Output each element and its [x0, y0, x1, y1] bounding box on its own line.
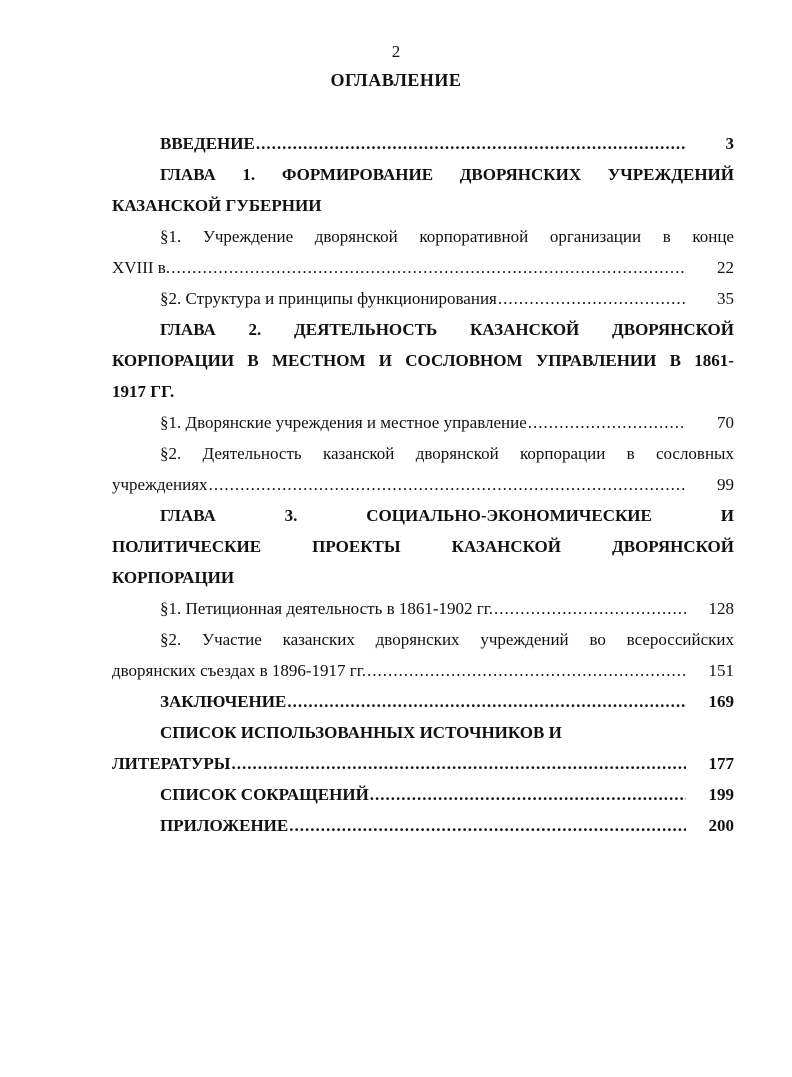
heading-word: ДВОРЯНСКОЙ — [612, 320, 734, 339]
entry-word: дворянской — [314, 227, 398, 246]
entry-word: организации — [549, 227, 642, 246]
toc-page-number: 200 — [708, 816, 734, 835]
dot-leader — [256, 128, 686, 159]
page-title: ОГЛАВЛЕНИЕ — [330, 70, 462, 90]
dot-leader — [370, 779, 686, 810]
toc-ch2-section-2[interactable] — [112, 438, 734, 469]
toc-ch2-section-1[interactable] — [112, 407, 734, 438]
toc-chapter-2-heading-end[interactable]: 1917 ГГ. — [112, 382, 175, 401]
dot-leader — [231, 748, 686, 779]
heading-word: ГЛАВА — [160, 506, 216, 525]
toc-chapter-1-heading-cont[interactable]: КАЗАНСКОЙ ГУБЕРНИИ — [112, 196, 322, 215]
toc-chapter-3-heading-end[interactable]: КОРПОРАЦИИ — [112, 568, 235, 587]
dot-leader — [287, 686, 686, 717]
toc-page-number: 99 — [717, 475, 734, 494]
toc-entry-conclusion[interactable] — [112, 686, 734, 717]
entry-word: казанской — [322, 444, 395, 463]
toc-ch1-section-1-cont[interactable] — [112, 252, 734, 283]
toc-chapter-2-heading-cont[interactable] — [112, 345, 734, 376]
heading-word: УЧРЕЖДЕНИЙ — [607, 165, 734, 184]
entry-word: дворянской — [415, 444, 499, 463]
toc-page-number: 151 — [708, 661, 734, 680]
toc-entry-label: ЗАКЛЮЧЕНИЕ — [160, 692, 287, 711]
toc-page-number: 70 — [717, 413, 734, 432]
toc-entry-label: §1. Петиционная деятельность в 1861-1902 гг. — [160, 599, 494, 618]
dot-leader — [494, 593, 686, 624]
heading-word: КАЗАНСКОЙ — [451, 537, 561, 556]
heading-word: ДВОРЯНСКИХ — [459, 165, 582, 184]
dot-leader — [289, 810, 686, 841]
entry-word: конце — [692, 227, 734, 246]
heading-word: МЕСТНОМ — [272, 351, 366, 370]
entry-word: казанских — [282, 630, 355, 649]
heading-word: УПРАВЛЕНИИ — [535, 351, 657, 370]
heading-word: И — [378, 351, 392, 370]
entry-word: §1. — [160, 227, 182, 246]
toc-entry-abbreviations[interactable] — [112, 779, 734, 810]
entry-word: §2. — [160, 630, 182, 649]
dot-leader — [171, 252, 686, 283]
entry-word: в — [662, 227, 671, 246]
heading-word: ПРОЕКТЫ — [312, 537, 401, 556]
heading-word: КАЗАНСКОЙ — [469, 320, 580, 339]
heading-word: 1861- — [694, 351, 734, 370]
entry-word: Участие — [202, 630, 262, 649]
dot-leader — [528, 407, 686, 438]
heading-word: ДВОРЯНСКОЙ — [612, 537, 734, 556]
toc-page-number: 199 — [708, 785, 734, 804]
toc-ch1-section-2[interactable] — [112, 283, 734, 314]
toc-page-number: 169 — [708, 692, 734, 711]
toc-entry-appendix[interactable] — [112, 810, 734, 841]
heading-word: И — [720, 506, 734, 525]
entry-word: всероссийских — [626, 630, 734, 649]
toc-entry-label: дворянских съездах в 1896-1917 гг. — [112, 661, 367, 680]
page-number: 2 — [391, 42, 401, 61]
entry-word: §2. — [160, 444, 182, 463]
entry-word: сословных — [655, 444, 734, 463]
toc-entry-introduction[interactable] — [112, 128, 734, 159]
toc-entry-label: ПРИЛОЖЕНИЕ — [160, 816, 289, 835]
toc-entry-label: СПИСОК СОКРАЩЕНИЙ — [160, 785, 369, 804]
heading-word: ГЛАВА — [160, 165, 216, 184]
entry-word: корпорации — [520, 444, 606, 463]
entry-word: учреждений — [480, 630, 569, 649]
heading-word: 1. — [242, 165, 256, 184]
entry-word: во — [589, 630, 606, 649]
heading-word: ПОЛИТИЧЕСКИЕ — [112, 537, 262, 556]
heading-word: В — [247, 351, 259, 370]
heading-word: СОСЛОВНОМ — [405, 351, 523, 370]
toc-ch3-section-2[interactable] — [112, 624, 734, 655]
entry-word: в — [626, 444, 635, 463]
toc-chapter-3-heading-cont[interactable] — [112, 531, 734, 562]
dot-leader — [209, 469, 686, 500]
entry-word: Учреждение — [202, 227, 294, 246]
entry-word: корпоративной — [419, 227, 529, 246]
toc-chapter-2-heading[interactable] — [112, 314, 734, 345]
toc-entry-label: ЛИТЕРАТУРЫ — [112, 754, 231, 773]
table-of-contents — [112, 128, 734, 841]
heading-word: СОЦИАЛЬНО-ЭКОНОМИЧЕСКИЕ — [366, 506, 652, 525]
heading-word: ГЛАВА — [160, 320, 216, 339]
toc-page-number: 3 — [725, 134, 734, 153]
entry-word: Деятельность — [202, 444, 302, 463]
heading-word: 2. — [248, 320, 262, 339]
toc-page-number: 177 — [708, 754, 734, 773]
entry-word: дворянских — [375, 630, 460, 649]
toc-chapter-1-heading[interactable] — [112, 159, 734, 190]
heading-word: 3. — [284, 506, 298, 525]
toc-ch3-section-1[interactable] — [112, 593, 734, 624]
toc-entry-label: ВВЕДЕНИЕ — [160, 134, 255, 153]
toc-page-number: 35 — [717, 289, 734, 308]
toc-page-number: 22 — [717, 258, 734, 277]
toc-entry-label: §1. Дворянские учреждения и местное управление — [160, 413, 527, 432]
toc-entry-sources-cont[interactable] — [112, 748, 734, 779]
toc-ch1-section-1[interactable] — [112, 221, 734, 252]
dot-leader — [498, 283, 686, 314]
toc-chapter-3-heading[interactable] — [112, 500, 734, 531]
heading-word: КОРПОРАЦИИ — [112, 351, 235, 370]
toc-page-number: 128 — [708, 599, 734, 618]
dot-leader — [367, 655, 686, 686]
toc-entry-sources[interactable]: СПИСОК ИСПОЛЬЗОВАННЫХ ИСТОЧНИКОВ И — [160, 723, 562, 742]
toc-entry-label: §2. Структура и принципы функционирования — [160, 289, 497, 308]
toc-ch3-section-2-cont[interactable] — [112, 655, 734, 686]
heading-word: ФОРМИРОВАНИЕ — [281, 165, 434, 184]
toc-entry-label: XVIII в. — [112, 258, 171, 277]
heading-word: В — [669, 351, 681, 370]
heading-word: ДЕЯТЕЛЬНОСТЬ — [294, 320, 438, 339]
toc-entry-label: учреждениях — [112, 475, 208, 494]
toc-ch2-section-2-cont[interactable] — [112, 469, 734, 500]
